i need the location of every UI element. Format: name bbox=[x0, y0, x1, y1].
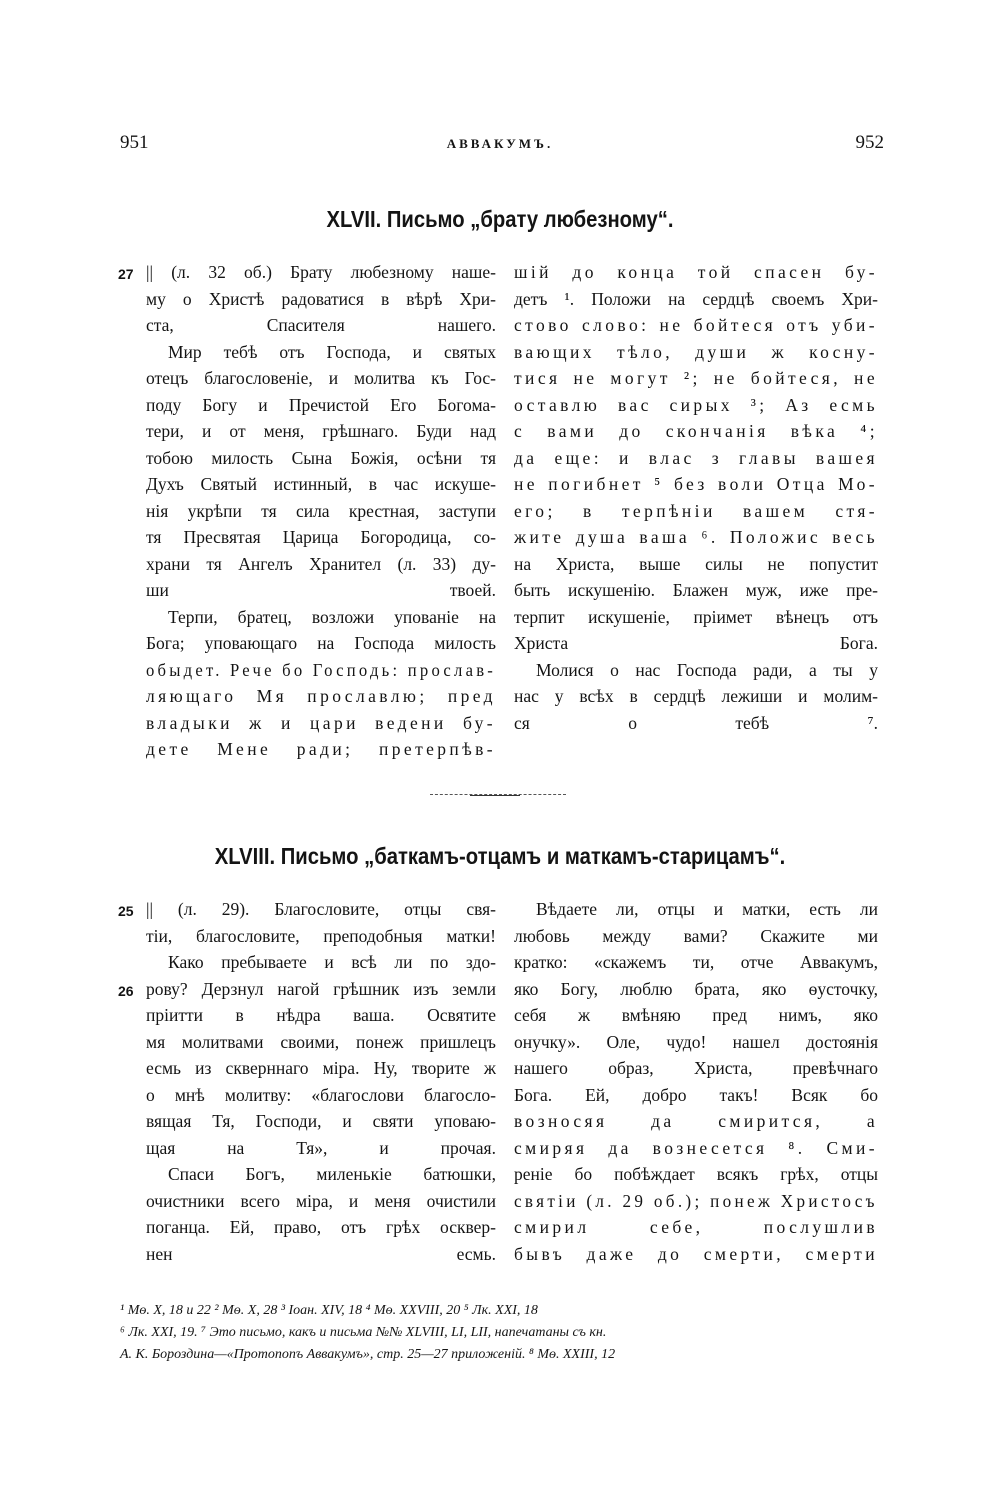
text-line: поганца. Ей, право, отъ грѣх осквер- bbox=[146, 1217, 496, 1237]
text-line: не погибнет ⁵ без воли Отца Мо- bbox=[514, 474, 878, 494]
page-number-left: 951 bbox=[120, 132, 149, 153]
text-line: храни тя Ангелъ Хранител (л. 33) ду- bbox=[146, 553, 496, 574]
text-line: на Христа, выше силы не попустит bbox=[514, 553, 878, 574]
text-line: || (л. 32 об.) Брату любезному наше- bbox=[146, 262, 496, 282]
text-line: жите душа ваша ⁶. Положис весь bbox=[514, 527, 878, 547]
text-line: вающих тѣло, души ж косну- bbox=[514, 341, 878, 362]
text-line: вящая Тя, Господи, и святи уповаю- bbox=[146, 1111, 496, 1131]
text-line: тобою милость Сына Божія, осѣни тя bbox=[146, 447, 496, 468]
text-line: с вами до скончанія вѣка ⁴; bbox=[514, 421, 878, 441]
text-line: Бога; уповающаго на Господа милость bbox=[146, 633, 496, 653]
text-line: дете Мене ради; претерпѣв- bbox=[146, 739, 496, 759]
text-line: нен есмь. bbox=[146, 1243, 496, 1264]
text-line: рову? Дерзнул нагой грѣшник изъ земли bbox=[146, 978, 496, 999]
text-line: обыдет. Рече бо Господь: прослав- bbox=[146, 659, 497, 680]
footnote-line: А. К. Бороздина—«Протопопъ Аввакумъ», стр. 25—27 приложеній. ⁸ Мѳ. XXIII, 12 bbox=[120, 1347, 616, 1362]
text-line: || (л. 29). Благословите, отцы свя- bbox=[146, 899, 496, 919]
text-line: любовь между вами? Скажите ми bbox=[514, 925, 878, 946]
text-line: нас у всѣх в сердцѣ лежиши и молим- bbox=[514, 686, 878, 706]
text-line: Спаси Богъ, миленькіе батюшки, bbox=[168, 1164, 496, 1184]
footnotes bbox=[120, 1300, 880, 1366]
text-line: себя ж вмѣняю пред нимъ, яко bbox=[514, 1005, 878, 1025]
section2-right-column bbox=[514, 896, 878, 1267]
text-line: детъ ¹. Положи на сердцѣ своемъ Хри- bbox=[514, 288, 878, 309]
footnote-line: ⁶ Лк. XXI, 19. ⁷ Это письмо, какъ и письма №№ XLVIII, LI, LII, напечатаны съ кн. bbox=[120, 1325, 607, 1340]
text-line: Вѣдаете ли, отцы и матки, есть ли bbox=[536, 899, 878, 919]
text-line: ся о тебѣ ⁷. bbox=[514, 712, 878, 733]
text-line: му о Христѣ радоватися в вѣрѣ Хри- bbox=[146, 288, 496, 309]
margin-number: 26 bbox=[118, 983, 134, 999]
margin-number: 25 bbox=[118, 903, 134, 919]
text-line: оставлю вас сирых ³; Аз есмь bbox=[514, 394, 878, 415]
text-line: тя Пресвятая Царица Богородица, со- bbox=[146, 527, 496, 547]
text-line: мя молитвами своими, понеж пришлецъ bbox=[146, 1031, 496, 1052]
running-title: АВВАКУМЪ. bbox=[446, 136, 554, 151]
text-line: нашего образ, Христа, превѣчнаго bbox=[514, 1058, 878, 1078]
text-line: Мир тебѣ отъ Господа, и святых bbox=[168, 341, 496, 362]
text-line: тися не могут ²; не бойтеся, не bbox=[514, 368, 878, 388]
text-line: пріитти в нѣдра ваша. Освятите bbox=[146, 1005, 496, 1025]
text-line: Молися о нас Господа ради, а ты у bbox=[536, 659, 878, 680]
text-line: Терпи, братец, возложи упованіе на bbox=[168, 606, 496, 627]
text-line: щая на Тя», и прочая. bbox=[146, 1137, 496, 1158]
text-line: кратко: «скажемъ ти, отче Аввакумъ, bbox=[514, 952, 878, 972]
text-line: бывъ даже до смерти, смерти bbox=[514, 1243, 878, 1264]
text-line: о мнѣ молитву: «благослови благосло- bbox=[146, 1084, 496, 1105]
text-line: поду Богу и Пречистой Его Богома- bbox=[146, 394, 496, 415]
text-line: тери, и от меня, грѣшнаго. Буди над bbox=[146, 421, 496, 441]
text-line: Духъ Святый истинный, в час искуше- bbox=[146, 474, 496, 494]
text-line: очистники всего міра, и меня очистили bbox=[146, 1190, 496, 1211]
text-line: ши твоей. bbox=[146, 580, 496, 600]
text-line: его; в терпѣніи вашем стя- bbox=[514, 500, 878, 521]
section2-left-column bbox=[146, 896, 496, 1267]
margin-number: 27 bbox=[118, 266, 134, 282]
text-line: тіи, благословите, преподобныя матки! bbox=[146, 925, 496, 946]
text-line: быть искушенію. Блажен муж, иже пре- bbox=[514, 580, 878, 600]
footnote-line: ¹ Мѳ. X, 18 и 22 ² Мѳ. X, 28 ³ Іоан. XIV, 18 ⁴ Мѳ. XXVIII, 20 ⁵ Лк. XXI, 18 bbox=[120, 1303, 538, 1318]
text-line: отецъ благословеніе, и молитва къ Гос- bbox=[146, 368, 496, 388]
text-line: терпит искушеніе, пріимет вѣнецъ отъ bbox=[514, 606, 878, 627]
text-line: владыки ж и цари ведени бу- bbox=[146, 712, 496, 733]
text-line: ста, Спасителя нашего. bbox=[146, 315, 496, 335]
text-line: есмь из скверннаго міра. Ну, творите ж bbox=[146, 1058, 496, 1078]
section-divider-center bbox=[470, 795, 520, 796]
section-title-47: XLVII. Письмо „брату любезному“. bbox=[326, 206, 674, 232]
text-line: Христа Бога. bbox=[514, 633, 878, 653]
section1-left-column bbox=[146, 259, 496, 763]
text-line: яко Богу, люблю брата, яко ѳусточку, bbox=[514, 978, 878, 999]
section-title-48: XLVIII. Письмо „баткамъ-отцамъ и маткамъ-старицамъ“. bbox=[214, 843, 786, 869]
text-line: Како пребываете и всѣ ли по здо- bbox=[168, 952, 496, 972]
text-line: онучку». Оле, чудо! нашел достоянія bbox=[514, 1031, 878, 1052]
text-line: стово слово: не бойтеся отъ уби- bbox=[514, 315, 878, 335]
text-line: шій до конца той спасен бу- bbox=[514, 262, 878, 282]
text-line: нія укрѣпи тя сила крестная, заступи bbox=[146, 500, 496, 521]
text-line: ляющаго Мя прославлю; пред bbox=[146, 686, 496, 706]
text-line: возносяя да смирится, а bbox=[514, 1111, 878, 1131]
page-number-right: 952 bbox=[855, 132, 884, 153]
text-line: святіи (л. 29 об.); понеж Христосъ bbox=[514, 1190, 878, 1211]
text-line: да еще: и влас з главы вашея bbox=[514, 447, 878, 468]
text-line: Бога. Ей, добро такъ! Всяк бо bbox=[514, 1084, 878, 1105]
section1-right-column bbox=[514, 259, 878, 736]
text-line: смирил себе, послушлив bbox=[514, 1217, 878, 1237]
text-line: смиряя да вознесется ⁸. Сми- bbox=[514, 1137, 878, 1158]
text-line: реніе бо побѣждает всякъ грѣх, отцы bbox=[514, 1164, 878, 1184]
